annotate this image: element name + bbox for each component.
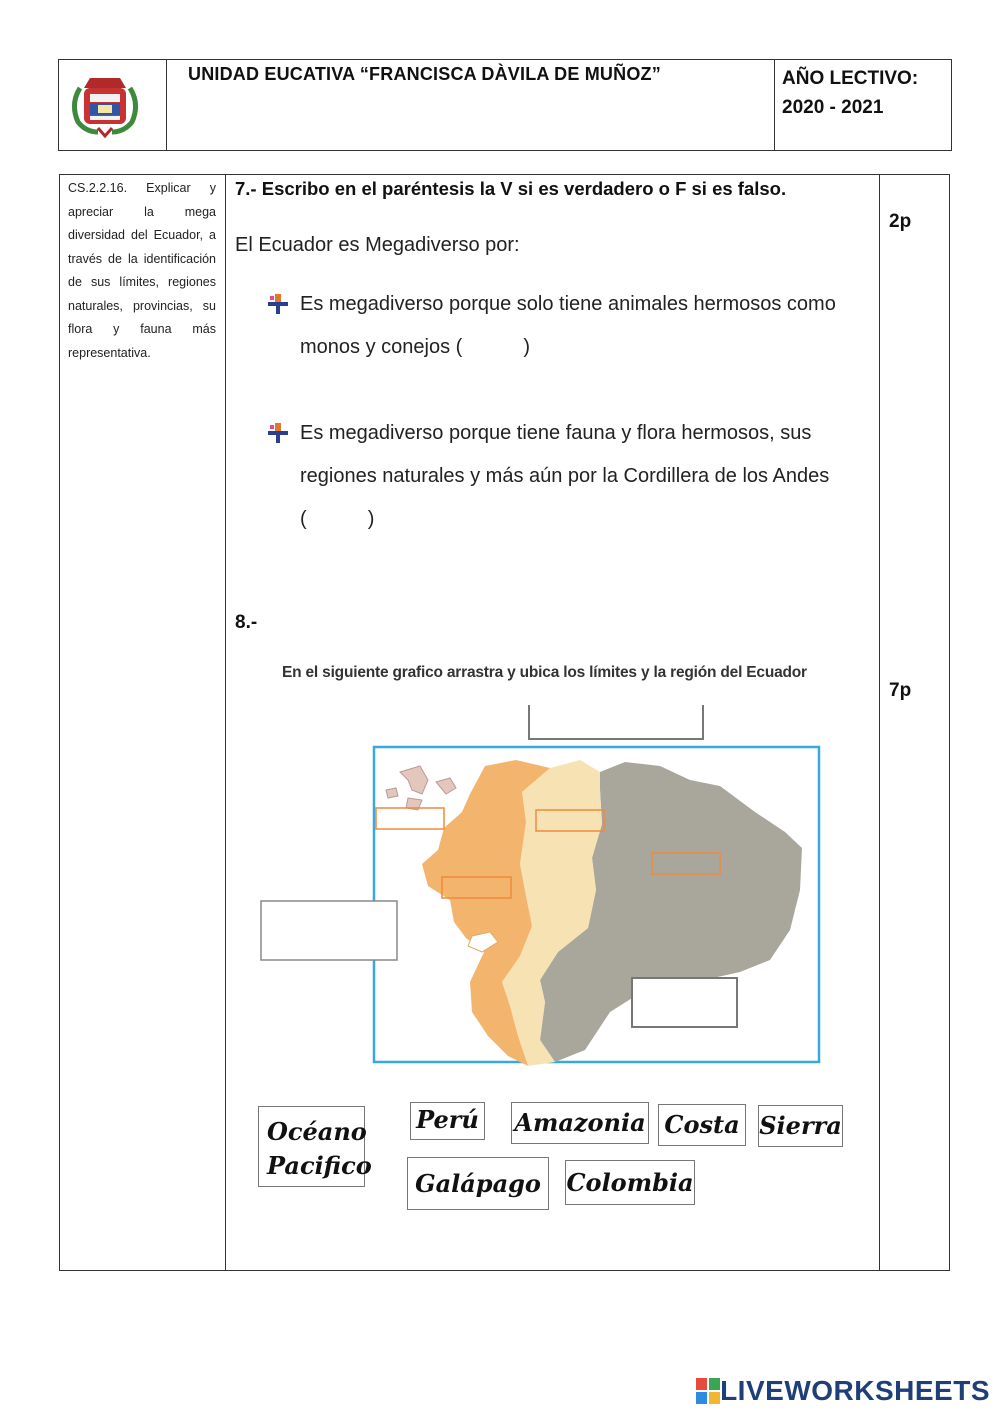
word-card-sierra[interactable]: Sierra [758, 1105, 843, 1147]
word-card-amazonia[interactable]: Amazonia [511, 1102, 649, 1144]
question-7-points: 2p [889, 211, 912, 232]
word-card-colombia[interactable]: Colombia [565, 1160, 695, 1205]
plus-bullet-icon [268, 294, 290, 316]
question-8-points: 7p [889, 680, 912, 701]
header-divider [774, 59, 775, 151]
drop-zone-south[interactable] [632, 978, 737, 1027]
criterion-text: CS.2.2.16. Explicar y apreciar la mega diversidad del Ecuador, a través de la identificación de sus límites, regiones naturales, provincias, su flora y fauna más representativa. [68, 181, 216, 360]
column-divider [225, 174, 226, 1271]
plus-bullet-icon [268, 423, 290, 445]
word-card-costa[interactable]: Costa [658, 1104, 746, 1146]
word-card-oceano-pacifico[interactable] [258, 1106, 372, 1187]
school-logo [68, 70, 142, 140]
drop-zone-north[interactable] [529, 705, 703, 739]
item-1-line-2: monos y conejos ( ) [300, 336, 531, 358]
item-2-line-2: regiones naturales y más aún por la Cordillera de los Andes [300, 465, 830, 487]
question-7-intro: El Ecuador es Megadiverso por: [235, 234, 520, 256]
item-2-line-1: Es megadiverso porque tiene fauna y flora hermosos, sus [300, 422, 812, 444]
question-8-label: 8.- [235, 612, 258, 633]
column-divider [879, 174, 880, 1271]
liveworksheets-logo-icon [696, 1378, 720, 1404]
word-card-peru[interactable]: Perú [410, 1102, 485, 1140]
school-year-label: AÑO LECTIVO: [782, 68, 919, 89]
header-divider [166, 59, 167, 151]
ecuador-map [250, 690, 830, 1080]
word-card-galapago[interactable]: Galápago [407, 1157, 549, 1210]
answer-blank-1[interactable] [468, 334, 538, 362]
true-false-item-1 [268, 283, 873, 369]
item-1-line-1: Es megadiverso porque solo tiene animales hermosos como [300, 293, 836, 315]
school-year [782, 64, 918, 122]
answer-blank-2[interactable] [306, 506, 376, 534]
word-card-line: Océano [267, 1117, 367, 1146]
word-card-line: Pacifico [267, 1151, 372, 1180]
true-false-item-2 [268, 412, 873, 541]
liveworksheets-watermark [696, 1375, 990, 1407]
question-7-title: 7.- Escribo en el paréntesis la V si es verdadero o F si es falso. [235, 178, 787, 199]
item-2-line-3: ( ) [300, 508, 375, 530]
drop-zone-west[interactable] [261, 901, 397, 960]
school-name: UNIDAD EUCATIVA “FRANCISCA DÀVILA DE MUÑOZ” [188, 64, 661, 84]
map-instructions: En el siguiente grafico arrastra y ubica los límites y la región del Ecuador [282, 664, 807, 681]
school-year-value: 2020 - 2021 [782, 97, 884, 118]
galapagos-island [386, 788, 398, 798]
watermark-text: LIVEWORKSHEETS [720, 1375, 990, 1406]
